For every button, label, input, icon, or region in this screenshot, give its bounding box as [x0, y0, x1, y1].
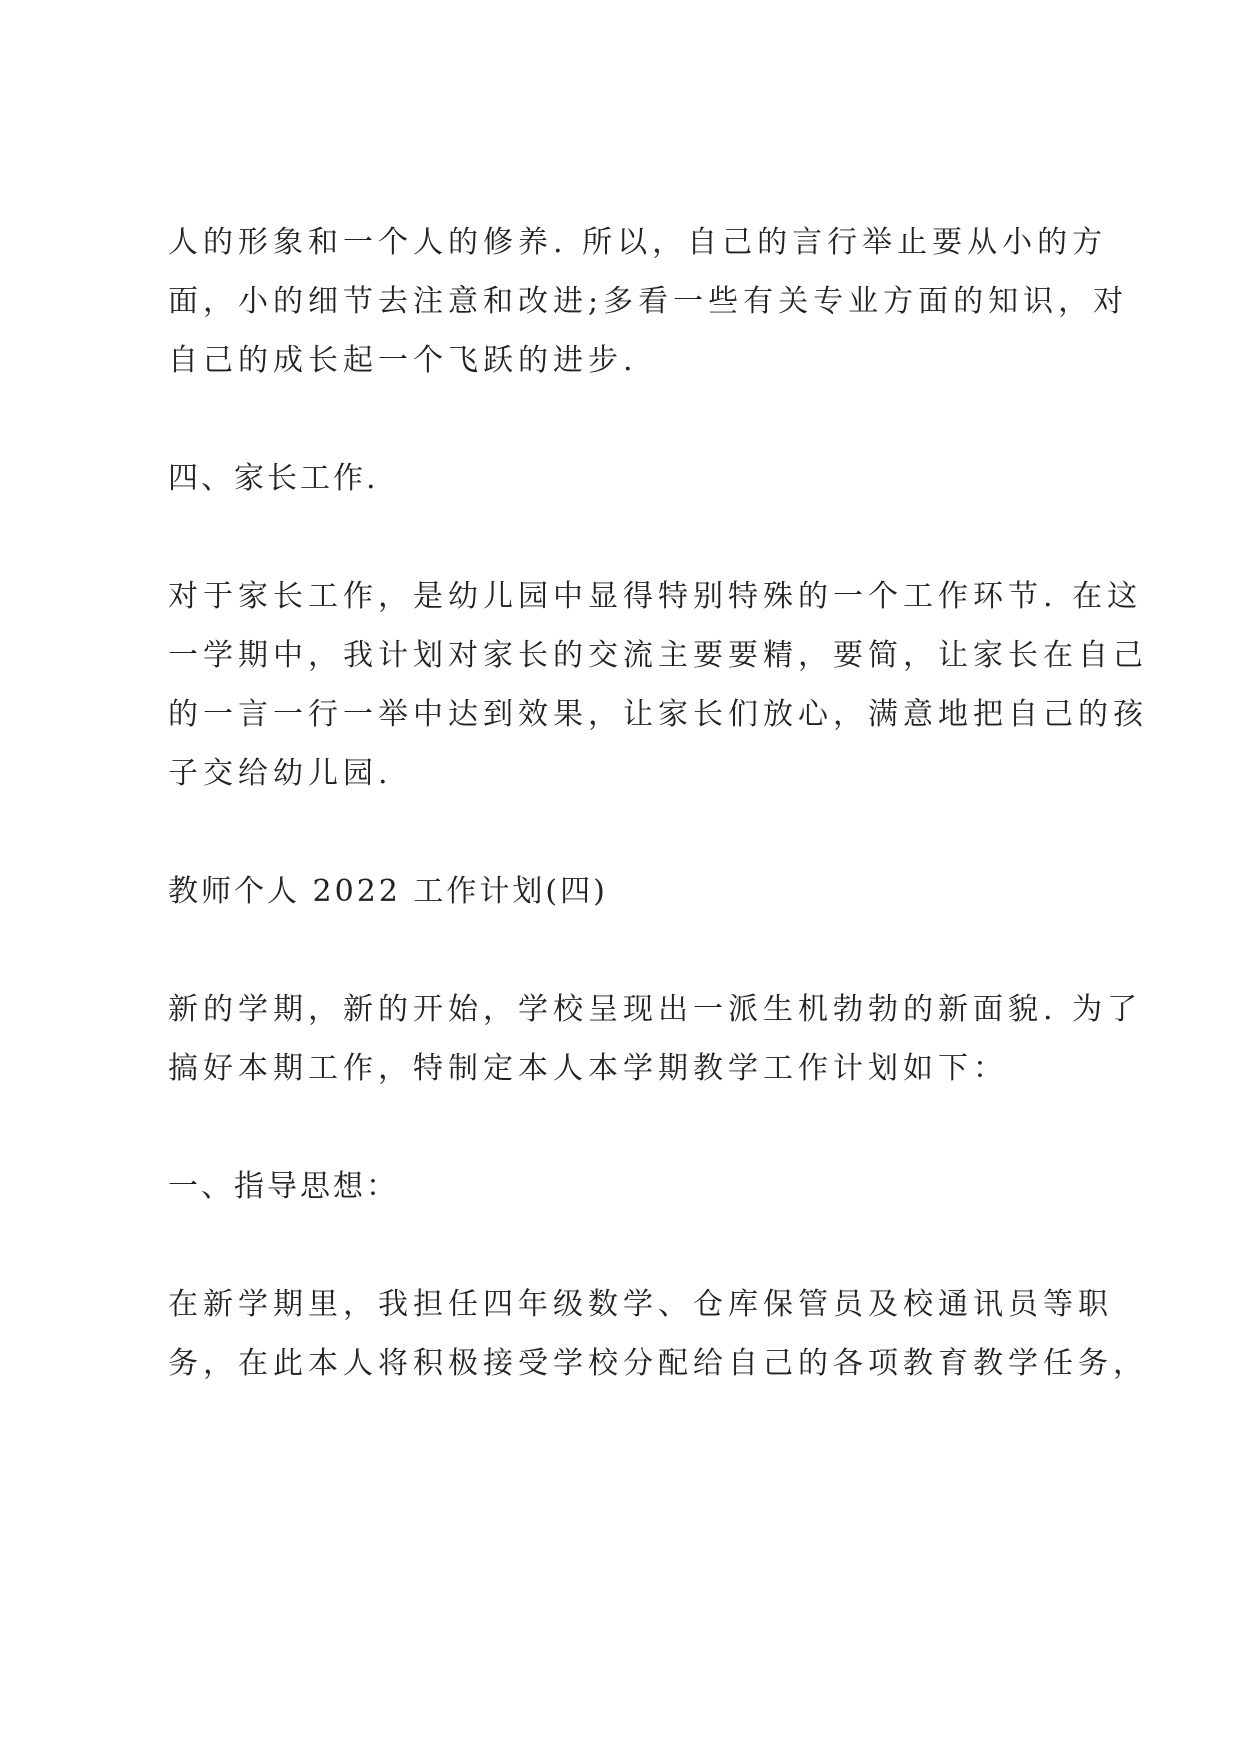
text-line: 对于家长工作，是幼儿园中显得特别特殊的一个工作环节. 在这 [168, 579, 1143, 614]
text-line: 新的学期，新的开始，学校呈现出一派生机勃勃的新面貌. 为了 [168, 992, 1143, 1027]
text-line: 人的形象和一个人的修养. 所以，自己的言行举止要从小的方 [168, 225, 1108, 260]
section-heading: 一、指导思想： [168, 1169, 399, 1204]
text-line: 子交给幼儿园. [168, 756, 393, 791]
text-line: 搞好本期工作，特制定本人本学期教学工作计划如下： [168, 1051, 1008, 1086]
paragraph [168, 222, 1129, 382]
text-line: 面，小的细节去注意和改进;多看一些有关专业方面的知识，对 [168, 284, 1129, 319]
text-line: 自己的成长起一个飞跃的进步. [168, 343, 638, 378]
paragraph [168, 1284, 1148, 1385]
text-line: 一学期中，我计划对家长的交流主要要精，要简，让家长在自己 [168, 638, 1148, 673]
text-line: 的一言一行一举中达到效果，让家长们放心，满意地把自己的孩 [168, 697, 1148, 732]
paragraph [168, 576, 1148, 795]
text-line: 务，在此本人将积极接受学校分配给自己的各项教育教学任务， [168, 1346, 1148, 1381]
text-line: 在新学期里，我担任四年级数学、仓库保管员及校通讯员等职 [168, 1287, 1113, 1322]
document-body [168, 222, 1148, 1385]
section-heading: 四、家长工作. [168, 461, 379, 496]
document-title: 教师个人 2022 工作计划(四) [168, 874, 608, 909]
paragraph [168, 989, 1143, 1090]
